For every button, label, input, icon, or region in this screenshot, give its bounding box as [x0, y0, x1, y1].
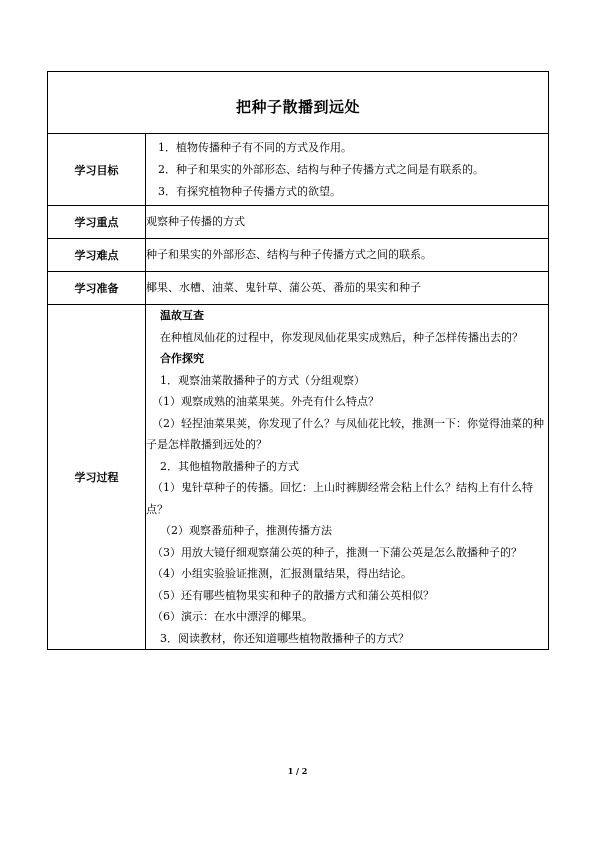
process-line: （2）轻捏油菜果荚，你发现了什么？与凤仙花比较，推测一下：你觉得油菜的种子是怎样散播到远处的？ — [146, 416, 544, 451]
prep-row — [48, 272, 549, 305]
key-label: 学习重点 — [48, 206, 146, 239]
difficulty-content: 种子和果实的外部形态、结构与种子传播方式之间的联系。 — [146, 239, 549, 272]
explore-heading: 合作探究 — [160, 352, 204, 365]
prep-label: 学习准备 — [48, 272, 146, 305]
process-line: 1．观察油菜散播种子的方式（分组观察） — [160, 373, 365, 387]
difficulty-label: 学习难点 — [48, 239, 146, 272]
key-row — [48, 206, 549, 239]
review-text: 在种植凤仙花的过程中，你发现凤仙花果实成熟后，种子怎样传播出去的？ — [160, 330, 523, 344]
goals-content — [146, 134, 549, 206]
goal-item: 3．有探究植物种子传播方式的欲望。 — [158, 184, 341, 198]
process-line: （1）鬼针草种子的传播。回忆：上山时裤脚经常会粘上什么？结构上有什么特点？ — [146, 481, 533, 516]
title-row — [48, 72, 549, 134]
process-content — [146, 305, 549, 650]
page-number: 1 / 2 — [287, 766, 308, 776]
process-row — [48, 305, 549, 650]
review-heading: 温故互查 — [160, 309, 204, 322]
key-content: 观察种子传播的方式 — [146, 206, 549, 239]
process-label: 学习过程 — [48, 305, 146, 650]
process-line: 2．其他植物散播种子的方式 — [160, 459, 299, 473]
process-line: （3）用放大镜仔细观察蒲公英的种子，推测一下蒲公英是怎么散播种子的？ — [152, 545, 522, 559]
prep-content: 椰果、水槽、油菜、鬼针草、蒲公英、番茄的果实和种子 — [146, 272, 549, 305]
goal-item: 2．种子和果实的外部形态、结构与种子传播方式之间是有联系的。 — [158, 162, 484, 176]
process-line: （1）观察成熟的油菜果荚。外壳有什么特点？ — [152, 395, 379, 408]
title-cell — [48, 72, 549, 134]
process-line: （6）演示：在水中漂浮的椰果。 — [152, 610, 313, 623]
lesson-plan-table — [47, 71, 549, 650]
process-line: （5）还有哪些植物果实和种子的散播方式和蒲公英相似？ — [152, 588, 434, 602]
goals-label: 学习目标 — [48, 134, 146, 206]
goal-item: 1．植物传播种子有不同的方式及作用。 — [158, 140, 352, 154]
goals-row — [48, 134, 549, 206]
process-line: 3．阅读教材，你还知道哪些植物散播种子的方式？ — [160, 631, 409, 645]
page-title: 把种子散播到远处 — [235, 98, 360, 116]
difficulty-row — [48, 239, 549, 272]
process-line: （4）小组实验验证推测，汇报测量结果，得出结论。 — [152, 567, 412, 580]
process-line: （2）观察番茄种子，推测传播方法 — [160, 524, 332, 537]
